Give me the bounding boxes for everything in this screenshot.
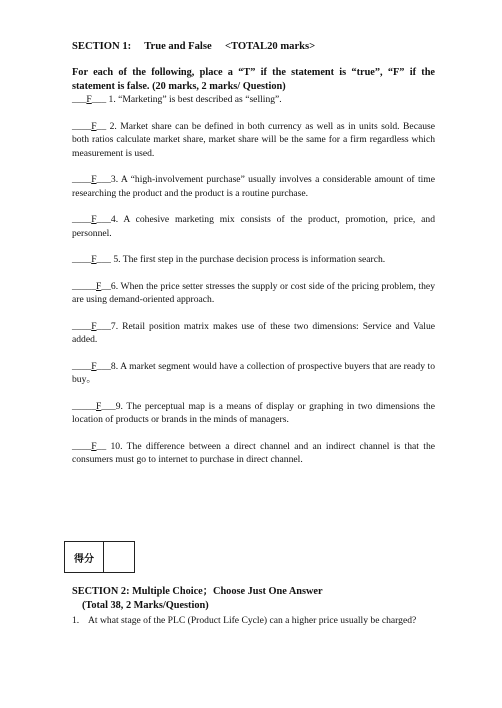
- answer-blank: ___: [101, 400, 116, 412]
- answer-blank: ____: [72, 120, 92, 132]
- question-5: [72, 253, 435, 267]
- mc-question-number: 1.: [72, 615, 80, 626]
- answer-blank: ____: [72, 254, 92, 265]
- answer-blank: _____: [72, 280, 96, 292]
- mc-question-text: At what stage of the PLC (Product Life Cycle) can a higher price usually be charged?: [88, 615, 417, 626]
- question-text: 9. The perceptual map is a means of display or graphing in two dimensions the location of products or brands in the minds of managers.: [72, 400, 435, 425]
- question-8: [72, 360, 435, 387]
- answer-blank: ___: [96, 254, 111, 265]
- section-1-heading: SECTION 1: True and False <TOTAL20 marks>: [72, 41, 316, 52]
- question-7: [72, 320, 435, 347]
- section-1: [72, 40, 435, 467]
- answer-blank: ____: [72, 320, 92, 332]
- section-1-instructions: For each of the following, place a “T” if the statement is “true”, “F” if the statement is false. (20 marks, 2 marks/ Question): [72, 67, 435, 92]
- answer-blank: ___: [96, 174, 111, 185]
- question-text: 5. The first step in the purchase decision process is information search.: [110, 254, 386, 265]
- answer-blank: __: [101, 280, 111, 292]
- section-2-heading: SECTION 2: Multiple Choice；Choose Just One Answer: [72, 586, 323, 597]
- question-text: 7. Retail position matrix makes use of these two dimensions: Service and Value added.: [72, 320, 435, 345]
- answer-blank: ____: [72, 214, 92, 225]
- question-3: [72, 173, 435, 200]
- answer-value: F: [91, 360, 97, 372]
- question-2: [72, 120, 435, 161]
- answer-blank: ____: [72, 174, 92, 185]
- answer-value: F: [91, 174, 97, 185]
- question-text: 10. The difference between a direct channel and an indirect channel is that the consumers must go to internet to purchase in direct channel.: [72, 440, 435, 465]
- answer-value: F: [95, 280, 102, 292]
- answer-blank: ___: [91, 94, 107, 105]
- answer-blank: _____: [72, 400, 96, 412]
- score-label: 得分: [65, 542, 104, 573]
- question-text: 4. A cohesive marketing mix consists of the product, promotion, price, and personnel.: [72, 214, 435, 239]
- question-text: 8. A market segment would have a collection of prospective buyers that are ready to buy。: [72, 360, 435, 385]
- answer-blank: __: [96, 440, 107, 452]
- answer-blank: ___: [96, 320, 111, 332]
- answer-blank: ___: [72, 94, 87, 105]
- question-10: [72, 440, 435, 467]
- score-box: [64, 541, 135, 573]
- section-2: [72, 585, 435, 628]
- answer-blank: ___: [96, 214, 111, 225]
- answer-value: F: [91, 440, 97, 452]
- answer-blank: ___: [96, 360, 111, 372]
- answer-blank: __: [96, 120, 107, 132]
- answer-value: F: [91, 120, 97, 132]
- answer-value: F: [95, 400, 102, 412]
- question-text: 1. “Marketing” is best described as “selling”.: [106, 94, 282, 105]
- answer-value: F: [91, 214, 97, 225]
- answer-value: F: [86, 94, 92, 105]
- mc-question-1: [72, 614, 435, 628]
- section-2-subheading: (Total 38, 2 Marks/Question): [82, 600, 209, 611]
- question-4: [72, 213, 435, 240]
- answer-blank: ____: [72, 440, 92, 452]
- answer-blank: ____: [72, 360, 92, 372]
- score-field[interactable]: [104, 542, 135, 573]
- question-6: [72, 280, 435, 307]
- question-9: [72, 400, 435, 427]
- question-text: 2. Market share can be defined in both currency as well as in units sold. Because both ratios calculate market share, market share will be the same for a firm regardless which measurement is used.: [72, 120, 435, 159]
- question-text: 3. A “high-involvement purchase” usually involves a considerable amount of time researching the product and the product is a routine purchase.: [72, 174, 435, 199]
- question-1: [72, 93, 435, 107]
- answer-value: F: [91, 254, 97, 265]
- answer-value: F: [91, 320, 97, 332]
- question-text: 6. When the price setter stresses the supply or cost side of the pricing problem, they are using demand-oriented approach.: [72, 280, 435, 305]
